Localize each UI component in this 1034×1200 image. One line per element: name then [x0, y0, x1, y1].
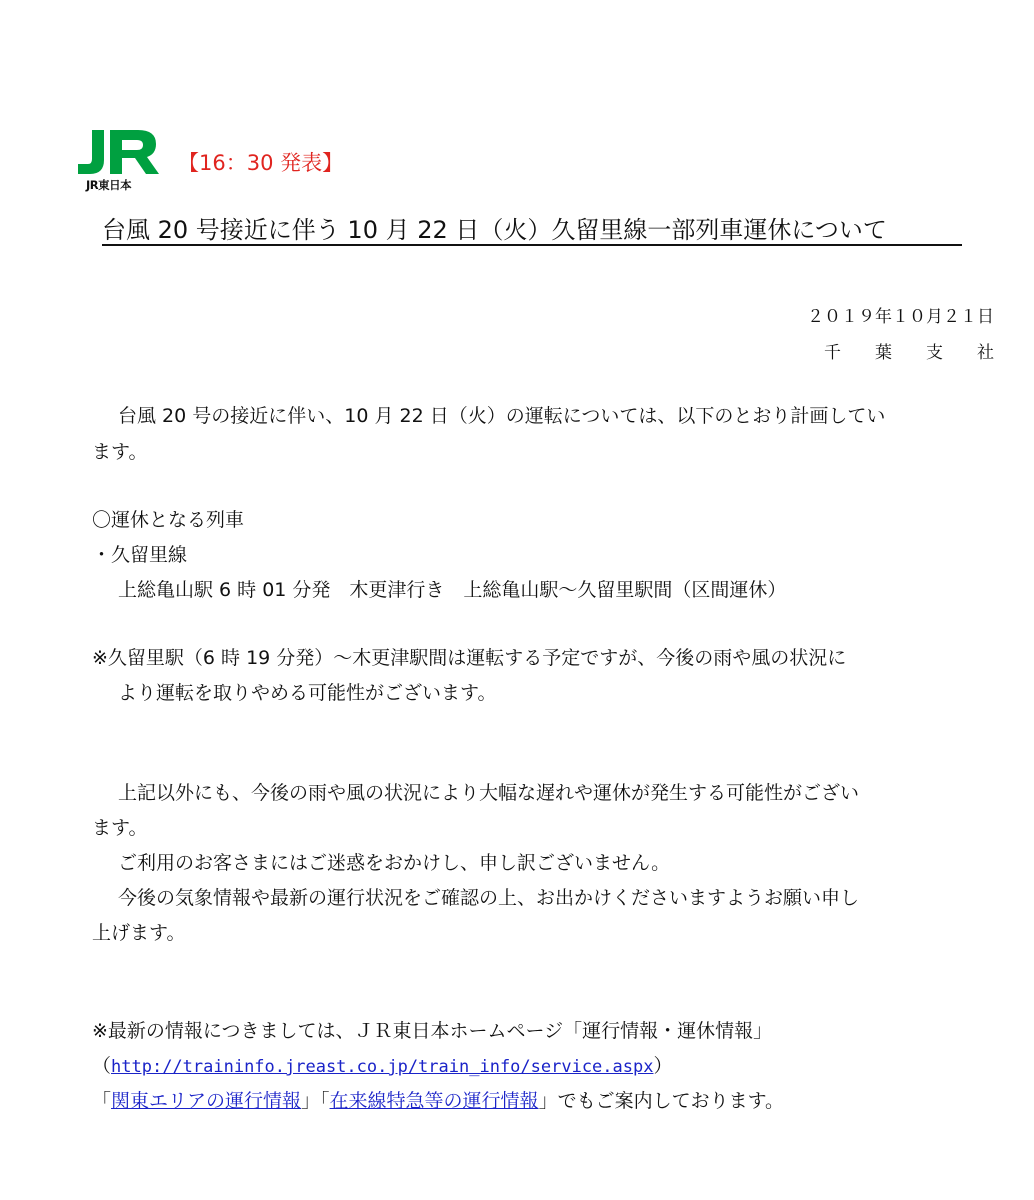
closing-p3-line-1: 今後の気象情報や最新の運行状況をご確認の上、お出かけくださいますようお願い申し: [118, 887, 860, 909]
kanto-area-info-link[interactable]: 関東エリアの運行情報: [111, 1090, 302, 1112]
jr-east-logo: [76, 128, 162, 192]
closing-p1-line-2: ます。: [92, 817, 148, 839]
jr-logo-mark: [76, 128, 162, 178]
note-line-2: より運転を取りやめる可能性がございます。: [118, 682, 497, 704]
title-underline: [102, 244, 962, 246]
service-url-link[interactable]: http://traininfo.jreast.co.jp/train_info/service.aspx: [111, 1057, 654, 1077]
intro-line-2: ます。: [92, 441, 148, 463]
suspended-heading: 〇運休となる列車: [92, 509, 245, 531]
closing-p1-line-1: 上記以外にも、今後の雨や風の状況により大幅な遅れや運休が発生する可能性がござい: [118, 782, 860, 804]
intro-line-1: 台風 20 号の接近に伴い、10 月 22 日（火）の運転については、以下のとおり計画してい: [118, 405, 886, 427]
suspended-line-name: ・久留里線: [92, 544, 188, 566]
closing-p3-line-2: 上げます。: [92, 922, 186, 944]
logo-caption: JR東日本: [86, 178, 132, 192]
issue-date: ２０１９年１０月２１日: [807, 307, 994, 327]
quote-open: 「: [92, 1090, 112, 1112]
url-close-paren: ）: [653, 1055, 673, 1077]
branch-name: 千 葉 支 社: [824, 343, 994, 363]
info-line-1: ※最新の情報につきましては、ＪＲ東日本ホームページ「運行情報・運休情報」: [92, 1020, 773, 1042]
links-tail: 」でもご案内しております。: [538, 1090, 785, 1112]
announcement-time: 【16：30 発表】: [178, 151, 344, 175]
suspended-detail: 上総亀山駅 6 時 01 分発 木更津行き 上総亀山駅～久留里駅間（区間運休）: [118, 579, 787, 601]
info-links-line: [92, 1083, 784, 1119]
info-url-line: [92, 1048, 672, 1085]
url-open-paren: （: [92, 1055, 112, 1077]
note-line-1: ※久留里駅（6 時 19 分発）～木更津駅間は運転する予定ですが、今後の雨や風の状況に: [92, 647, 847, 669]
closing-p2: ご利用のお客さまにはご迷惑をおかけし、申し訳ございません。: [118, 852, 671, 874]
document-title: 台風 20 号接近に伴う 10 月 22 日（火）久留里線一部列車運休について: [102, 216, 887, 244]
limited-express-info-link[interactable]: 在来線特急等の運行情報: [329, 1090, 539, 1112]
quote-mid: 」「: [301, 1090, 330, 1112]
